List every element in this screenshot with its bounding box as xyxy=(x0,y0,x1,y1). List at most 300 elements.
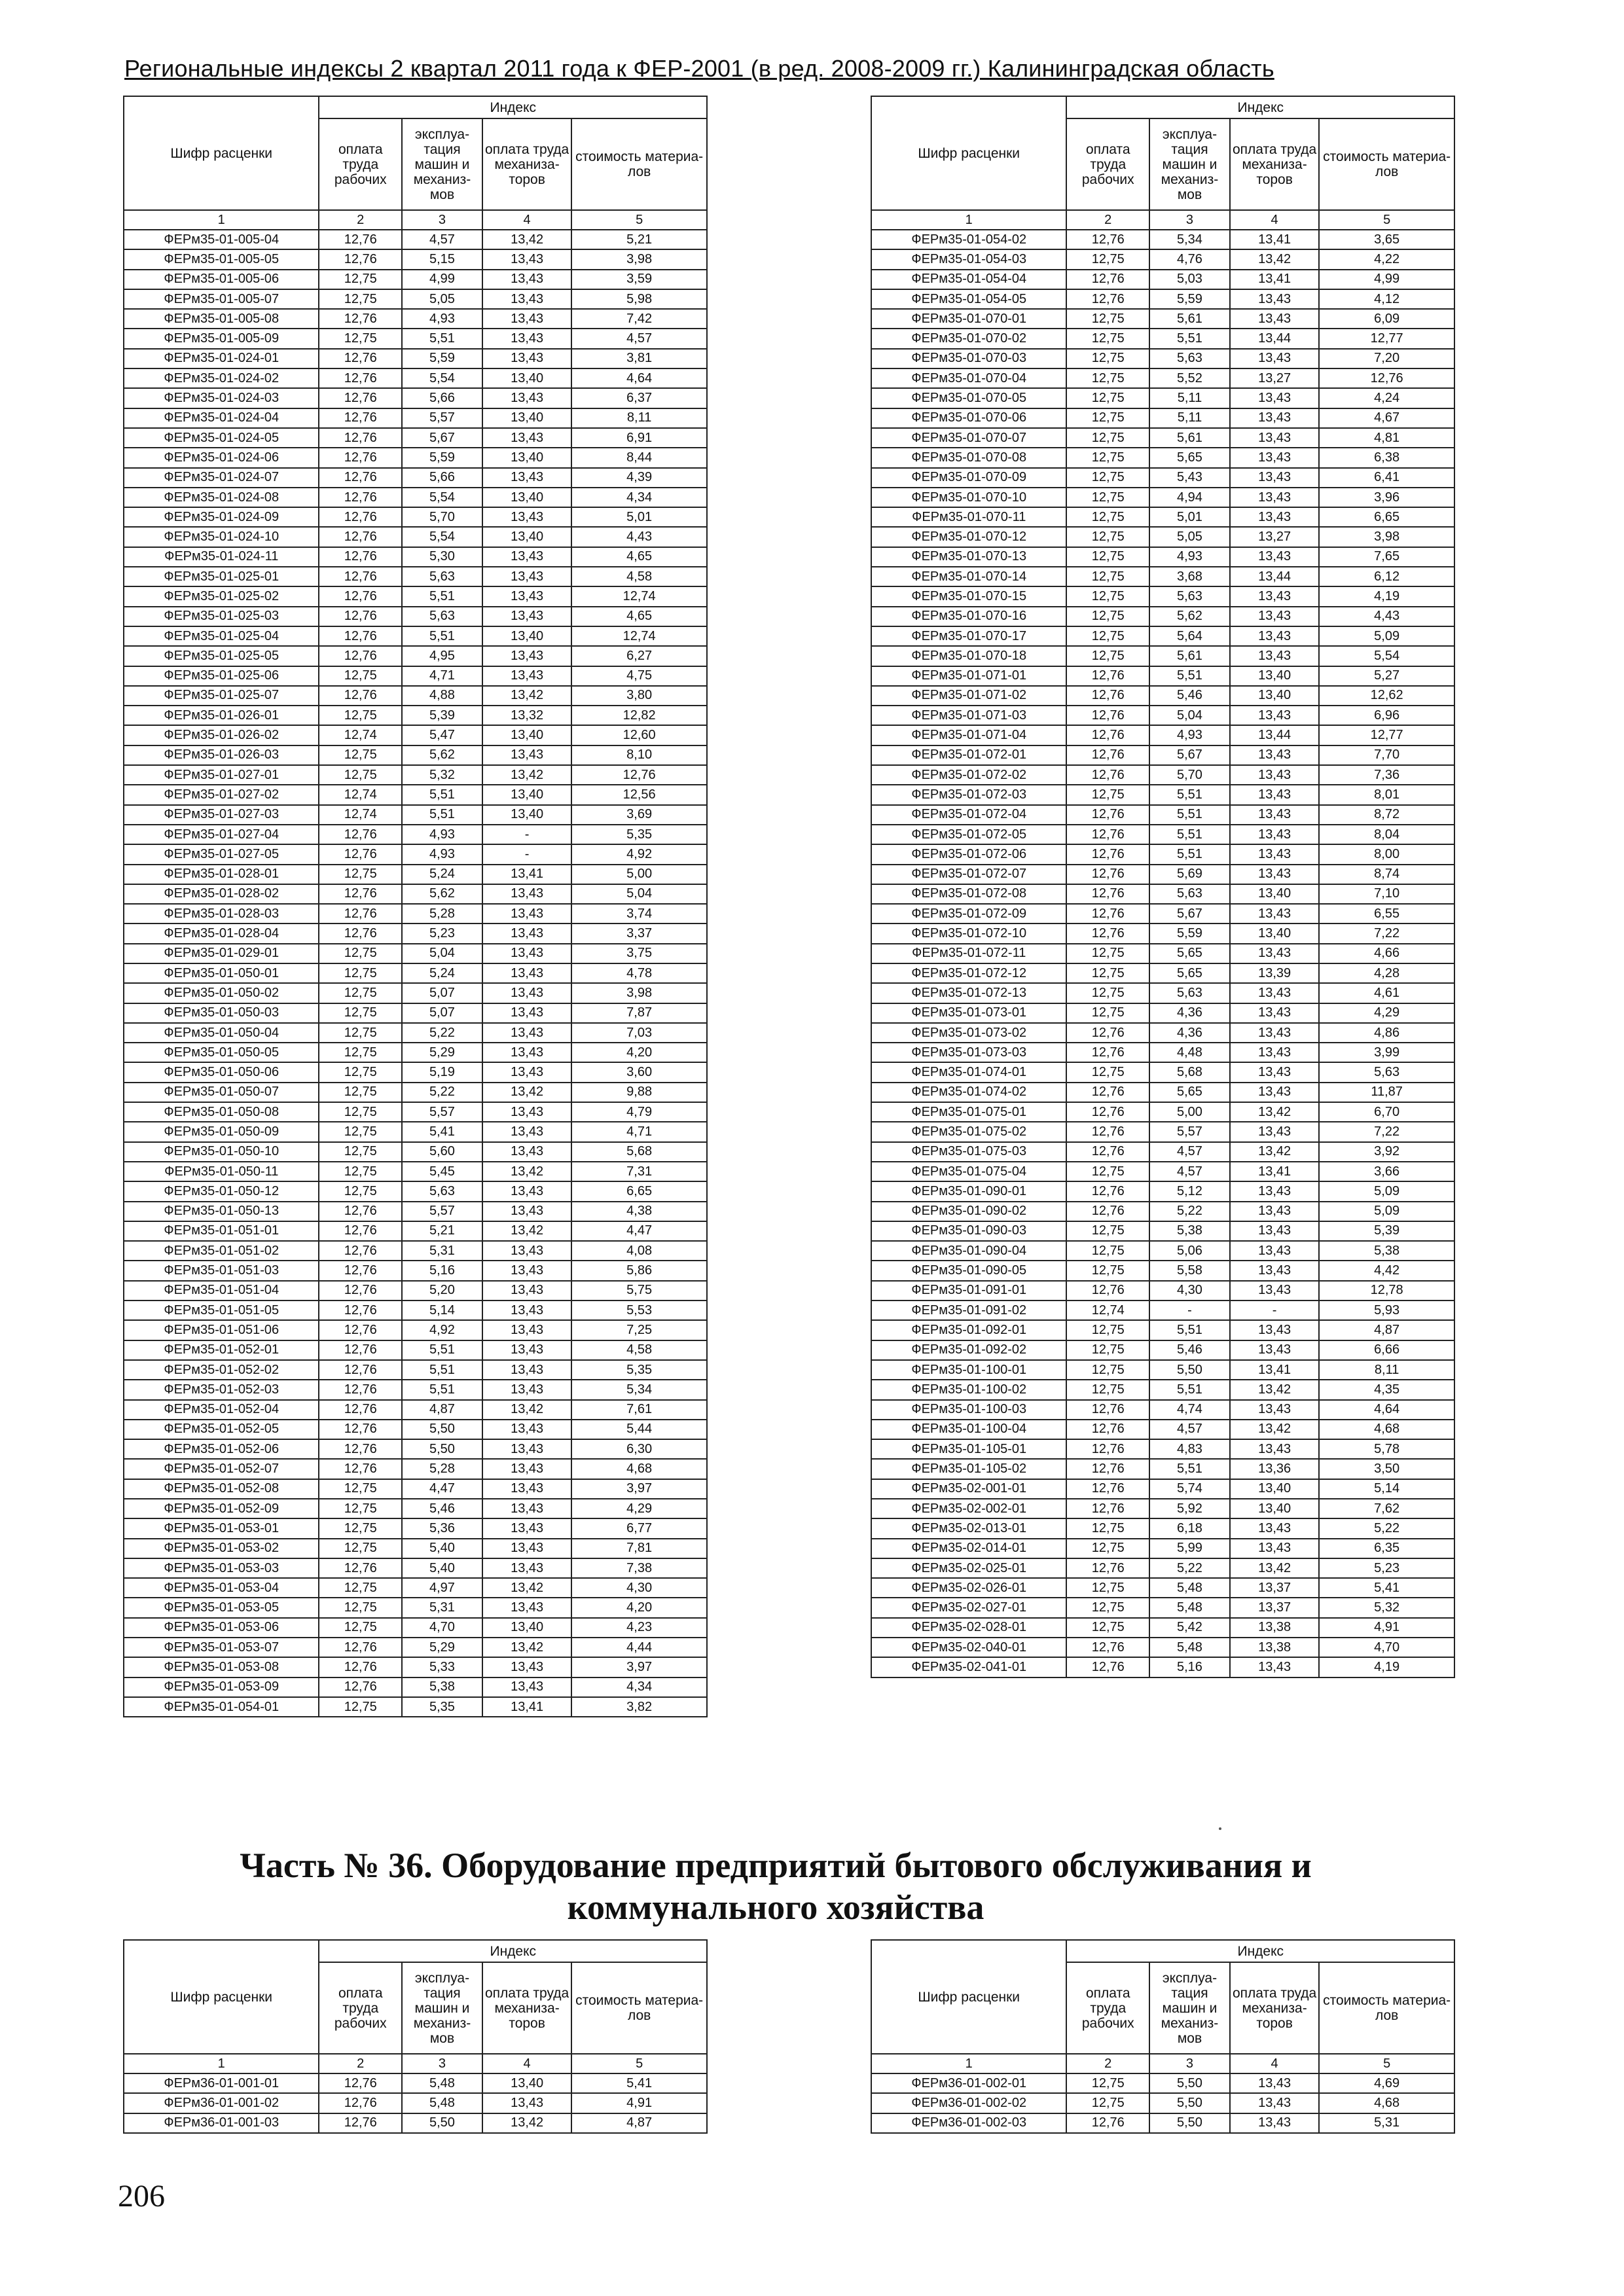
materials-index-cell: 7,36 xyxy=(1319,765,1454,785)
table-row xyxy=(124,666,707,686)
operators-index-cell: 13,43 xyxy=(482,1181,571,1201)
rate-code-cell: ФЕРм35-01-105-02 xyxy=(871,1459,1066,1479)
machines-index-cell: 5,67 xyxy=(1149,904,1230,924)
labor-index-cell: 12,76 xyxy=(319,1400,402,1420)
rate-code-cell: ФЕРм35-01-054-01 xyxy=(124,1697,319,1717)
operators-index-cell: 13,43 xyxy=(482,1023,571,1043)
operators-index-cell: 13,37 xyxy=(1230,1598,1319,1617)
rate-code-cell: ФЕРм35-01-050-06 xyxy=(124,1062,319,1082)
table-row xyxy=(871,805,1454,825)
table-row xyxy=(124,567,707,586)
rate-code-cell: ФЕРм35-02-028-01 xyxy=(871,1618,1066,1638)
labor-index-cell: 12,75 xyxy=(319,1062,402,1082)
table-row xyxy=(871,567,1454,586)
materials-index-cell: 5,09 xyxy=(1319,1181,1454,1201)
materials-index-cell: 4,92 xyxy=(571,844,707,864)
machines-index-cell: 5,22 xyxy=(1149,1558,1230,1578)
operators-index-cell: 13,43 xyxy=(1230,2073,1319,2093)
machines-index-cell: 5,07 xyxy=(402,983,482,1003)
machines-index-cell: 4,87 xyxy=(402,1400,482,1420)
machines-index-cell: 5,04 xyxy=(402,944,482,963)
machines-index-cell: 5,58 xyxy=(1149,1261,1230,1280)
materials-index-cell: 3,97 xyxy=(571,1657,707,1677)
table-row xyxy=(124,944,707,963)
table-row xyxy=(871,1340,1454,1360)
machines-index-cell: 5,63 xyxy=(402,1181,482,1201)
operators-index-cell: 13,43 xyxy=(1230,488,1319,507)
rate-code-cell: ФЕРм35-01-052-08 xyxy=(124,1479,319,1499)
machines-index-cell: 5,28 xyxy=(402,904,482,924)
machines-index-cell: 5,48 xyxy=(402,2093,482,2113)
rate-code-cell: ФЕРм35-01-053-07 xyxy=(124,1638,319,1657)
machines-index-cell: 5,63 xyxy=(402,567,482,586)
rate-code-cell: ФЕРм35-01-070-03 xyxy=(871,349,1066,368)
operators-index-cell: 13,43 xyxy=(1230,388,1319,408)
table-row xyxy=(871,666,1454,686)
materials-index-cell: 5,38 xyxy=(1319,1241,1454,1261)
materials-index-cell: 7,38 xyxy=(571,1558,707,1578)
machines-index-cell: 5,57 xyxy=(402,1202,482,1221)
column-number: 2 xyxy=(319,210,402,230)
rate-code-cell: ФЕРм35-01-052-04 xyxy=(124,1400,319,1420)
column-header-machines: эксплуа-тация машин и механиз-мов xyxy=(402,118,482,210)
materials-index-cell: 12,76 xyxy=(571,765,707,785)
rate-code-cell: ФЕРм35-02-041-01 xyxy=(871,1657,1066,1677)
machines-index-cell: 5,47 xyxy=(402,725,482,745)
materials-index-cell: 3,98 xyxy=(571,249,707,269)
table-row xyxy=(124,1400,707,1420)
operators-index-cell: 13,43 xyxy=(1230,706,1319,725)
labor-index-cell: 12,76 xyxy=(319,1202,402,1221)
machines-index-cell: 5,45 xyxy=(402,1162,482,1181)
materials-index-cell: 3,96 xyxy=(1319,488,1454,507)
operators-index-cell: 13,43 xyxy=(482,904,571,924)
rate-code-cell: ФЕРм35-01-071-04 xyxy=(871,725,1066,745)
labor-index-cell: 12,76 xyxy=(319,1340,402,1360)
labor-index-cell: 12,76 xyxy=(1066,1420,1149,1439)
rate-code-cell: ФЕРм35-01-050-01 xyxy=(124,963,319,983)
operators-index-cell: 13,43 xyxy=(482,944,571,963)
rate-code-cell: ФЕРм35-01-024-05 xyxy=(124,428,319,448)
labor-index-cell: 12,76 xyxy=(319,249,402,269)
rate-code-cell: ФЕРм35-01-070-18 xyxy=(871,646,1066,666)
operators-index-cell: 13,43 xyxy=(1230,805,1319,825)
operators-index-cell: 13,43 xyxy=(482,1142,571,1162)
operators-index-cell: 13,43 xyxy=(482,1479,571,1499)
machines-index-cell: 5,62 xyxy=(402,745,482,765)
rate-code-cell: ФЕРм35-01-053-02 xyxy=(124,1539,319,1558)
table-row xyxy=(124,865,707,884)
materials-index-cell: 4,43 xyxy=(1319,607,1454,626)
materials-index-cell: 4,79 xyxy=(571,1102,707,1122)
materials-index-cell: 3,37 xyxy=(571,924,707,943)
materials-index-cell: 7,22 xyxy=(1319,924,1454,943)
materials-index-cell: 6,27 xyxy=(571,646,707,666)
materials-index-cell: 3,81 xyxy=(571,349,707,368)
machines-index-cell: 4,88 xyxy=(402,686,482,706)
operators-index-cell: 13,43 xyxy=(482,1202,571,1221)
machines-index-cell: 5,65 xyxy=(1149,944,1230,963)
rate-code-cell: ФЕРм35-01-070-08 xyxy=(871,448,1066,467)
materials-index-cell: 8,72 xyxy=(1319,805,1454,825)
operators-index-cell: 13,41 xyxy=(1230,1162,1319,1181)
labor-index-cell: 12,76 xyxy=(319,1300,402,1320)
labor-index-cell: 12,76 xyxy=(319,1281,402,1300)
operators-index-cell: 13,40 xyxy=(482,725,571,745)
operators-index-cell: 13,43 xyxy=(482,884,571,904)
machines-index-cell: 4,97 xyxy=(402,1578,482,1598)
labor-index-cell: 12,75 xyxy=(1066,309,1149,329)
column-header-machines: эксплуа-тация машин и механиз-мов xyxy=(1149,1962,1230,2054)
operators-index-cell: 13,43 xyxy=(482,1281,571,1300)
machines-index-cell: 4,57 xyxy=(1149,1142,1230,1162)
materials-index-cell: 5,31 xyxy=(1319,2113,1454,2133)
materials-index-cell: 4,20 xyxy=(571,1598,707,1617)
rate-code-cell: ФЕРм35-01-090-01 xyxy=(871,1181,1066,1201)
operators-index-cell: 13,43 xyxy=(1230,349,1319,368)
materials-index-cell: 4,34 xyxy=(571,488,707,507)
table-row xyxy=(124,1241,707,1261)
rate-code-cell: ФЕРм35-01-051-02 xyxy=(124,1241,319,1261)
materials-index-cell: 6,91 xyxy=(571,428,707,448)
labor-index-cell: 12,76 xyxy=(1066,844,1149,864)
machines-index-cell: 5,54 xyxy=(402,368,482,388)
header-row xyxy=(124,96,707,118)
machines-index-cell: 5,60 xyxy=(402,1142,482,1162)
rate-code-cell: ФЕРм35-01-027-04 xyxy=(124,825,319,844)
machines-index-cell: 5,70 xyxy=(1149,765,1230,785)
column-header-materials: стоимость материа-лов xyxy=(1319,118,1454,210)
rate-code-cell: ФЕРм35-01-005-05 xyxy=(124,249,319,269)
machines-index-cell: 4,47 xyxy=(402,1479,482,1499)
rate-code-cell: ФЕРм35-01-090-04 xyxy=(871,1241,1066,1261)
rate-code-cell: ФЕРм35-01-025-01 xyxy=(124,567,319,586)
machines-index-cell: 5,19 xyxy=(402,1062,482,1082)
operators-index-cell: 13,43 xyxy=(482,1539,571,1558)
labor-index-cell: 12,75 xyxy=(319,745,402,765)
column-header-code: Шифр расценки xyxy=(871,96,1066,210)
machines-index-cell: 4,93 xyxy=(1149,725,1230,745)
column-header-code: Шифр расценки xyxy=(124,1940,319,2054)
header-row xyxy=(871,96,1454,118)
machines-index-cell: 5,99 xyxy=(1149,1539,1230,1558)
machines-index-cell: 5,05 xyxy=(1149,527,1230,547)
machines-index-cell: 5,42 xyxy=(1149,1618,1230,1638)
labor-index-cell: 12,76 xyxy=(1066,1499,1149,1518)
operators-index-cell: 13,43 xyxy=(482,547,571,567)
machines-index-cell: 5,65 xyxy=(1149,1083,1230,1102)
index-table-bottom-left xyxy=(123,1939,708,2134)
table-row xyxy=(871,527,1454,547)
rate-code-cell: ФЕРм35-01-054-05 xyxy=(871,289,1066,309)
machines-index-cell: 5,12 xyxy=(1149,1181,1230,1201)
operators-index-cell: 13,43 xyxy=(482,1380,571,1399)
machines-index-cell: 5,65 xyxy=(1149,963,1230,983)
operators-index-cell: 13,36 xyxy=(1230,1459,1319,1479)
rate-code-cell: ФЕРм35-01-024-01 xyxy=(124,349,319,368)
column-number: 1 xyxy=(871,210,1066,230)
table-row xyxy=(124,468,707,488)
materials-index-cell: 4,12 xyxy=(1319,289,1454,309)
table-row xyxy=(124,1083,707,1102)
materials-index-cell: 7,61 xyxy=(571,1400,707,1420)
table-row xyxy=(871,607,1454,626)
materials-index-cell: 6,96 xyxy=(1319,706,1454,725)
operators-index-cell: 13,43 xyxy=(482,666,571,686)
operators-index-cell: 13,43 xyxy=(1230,428,1319,448)
materials-index-cell: 8,10 xyxy=(571,745,707,765)
materials-index-cell: 5,41 xyxy=(571,2073,707,2093)
operators-index-cell: 13,43 xyxy=(1230,1202,1319,1221)
table-row xyxy=(124,924,707,943)
table-row xyxy=(124,1181,707,1201)
rate-code-cell: ФЕРм35-01-029-01 xyxy=(124,944,319,963)
operators-index-cell: 13,43 xyxy=(482,1657,571,1677)
table-row xyxy=(124,230,707,249)
table-row xyxy=(124,349,707,368)
table-row xyxy=(871,686,1454,706)
labor-index-cell: 12,76 xyxy=(319,388,402,408)
labor-index-cell: 12,75 xyxy=(319,1181,402,1201)
table-row xyxy=(871,1400,1454,1420)
rate-code-cell: ФЕРм35-01-075-04 xyxy=(871,1162,1066,1181)
rate-code-cell: ФЕРм35-01-052-03 xyxy=(124,1380,319,1399)
table-row xyxy=(871,1102,1454,1122)
machines-index-cell: 5,46 xyxy=(1149,686,1230,706)
rate-code-cell: ФЕРм35-01-091-02 xyxy=(871,1300,1066,1320)
labor-index-cell: 12,76 xyxy=(319,884,402,904)
materials-index-cell: 4,64 xyxy=(571,368,707,388)
materials-index-cell: 4,28 xyxy=(1319,963,1454,983)
labor-index-cell: 12,76 xyxy=(1066,1122,1149,1141)
materials-index-cell: 4,35 xyxy=(1319,1380,1454,1399)
machines-index-cell: 5,64 xyxy=(1149,626,1230,646)
table-row xyxy=(124,1598,707,1617)
rate-code-cell: ФЕРм35-01-024-10 xyxy=(124,527,319,547)
labor-index-cell: 12,75 xyxy=(1066,468,1149,488)
materials-index-cell: 6,30 xyxy=(571,1439,707,1459)
rate-code-cell: ФЕРм35-01-074-01 xyxy=(871,1062,1066,1082)
labor-index-cell: 12,76 xyxy=(1066,1181,1149,1201)
operators-index-cell: 13,40 xyxy=(482,785,571,804)
labor-index-cell: 12,75 xyxy=(1066,448,1149,467)
column-header-labor: оплата труда рабочих xyxy=(1066,1962,1149,2054)
labor-index-cell: 12,76 xyxy=(319,2093,402,2113)
column-header-operators: оплата труда механиза-торов xyxy=(1230,1962,1319,2054)
labor-index-cell: 12,76 xyxy=(319,1657,402,1677)
machines-index-cell: 5,52 xyxy=(1149,368,1230,388)
operators-index-cell: 13,38 xyxy=(1230,1638,1319,1657)
table-row xyxy=(871,1202,1454,1221)
column-number: 3 xyxy=(1149,2054,1230,2073)
machines-index-cell: 4,30 xyxy=(1149,1281,1230,1300)
operators-index-cell: 13,40 xyxy=(482,448,571,467)
labor-index-cell: 12,76 xyxy=(319,646,402,666)
rate-code-cell: ФЕРм35-01-024-08 xyxy=(124,488,319,507)
machines-index-cell: 5,39 xyxy=(402,706,482,725)
rate-code-cell: ФЕРм36-01-001-02 xyxy=(124,2093,319,2113)
labor-index-cell: 12,76 xyxy=(1066,805,1149,825)
machines-index-cell: 5,50 xyxy=(402,1439,482,1459)
rate-code-cell: ФЕРм35-01-091-01 xyxy=(871,1281,1066,1300)
rate-code-cell: ФЕРм35-01-105-01 xyxy=(871,1439,1066,1459)
table-row xyxy=(124,2073,707,2093)
materials-index-cell: 3,66 xyxy=(1319,1162,1454,1181)
labor-index-cell: 12,75 xyxy=(1066,1598,1149,1617)
materials-index-cell: 6,38 xyxy=(1319,448,1454,467)
machines-index-cell: 5,63 xyxy=(1149,983,1230,1003)
operators-index-cell: 13,43 xyxy=(482,1558,571,1578)
operators-index-cell: 13,43 xyxy=(1230,1043,1319,1062)
labor-index-cell: 12,75 xyxy=(319,1578,402,1598)
operators-index-cell: 13,40 xyxy=(482,408,571,428)
table-row xyxy=(124,1162,707,1181)
materials-index-cell: 4,44 xyxy=(571,1638,707,1657)
machines-index-cell: 4,74 xyxy=(1149,1400,1230,1420)
machines-index-cell: 5,50 xyxy=(1149,1360,1230,1380)
machines-index-cell: 5,62 xyxy=(402,884,482,904)
operators-index-cell: 13,43 xyxy=(482,1241,571,1261)
rate-code-cell: ФЕРм35-01-070-01 xyxy=(871,309,1066,329)
materials-index-cell: 4,22 xyxy=(1319,249,1454,269)
table-row xyxy=(124,368,707,388)
machines-index-cell: 5,51 xyxy=(402,785,482,804)
rate-code-cell: ФЕРм35-01-072-12 xyxy=(871,963,1066,983)
labor-index-cell: 12,76 xyxy=(319,1380,402,1399)
materials-index-cell: 5,04 xyxy=(571,884,707,904)
rate-code-cell: ФЕРм35-01-070-17 xyxy=(871,626,1066,646)
labor-index-cell: 12,75 xyxy=(319,1102,402,1122)
operators-index-cell: 13,43 xyxy=(1230,1320,1319,1340)
machines-index-cell: 5,33 xyxy=(402,1657,482,1677)
operators-index-cell: 13,42 xyxy=(1230,1380,1319,1399)
page-number: 206 xyxy=(118,2179,165,2214)
materials-index-cell: 4,87 xyxy=(571,2113,707,2133)
materials-index-cell: 5,22 xyxy=(1319,1518,1454,1538)
table-row xyxy=(124,428,707,448)
materials-index-cell: 5,53 xyxy=(571,1300,707,1320)
materials-index-cell: 3,60 xyxy=(571,1062,707,1082)
operators-index-cell: 13,43 xyxy=(482,428,571,448)
table-row xyxy=(124,270,707,289)
rate-code-cell: ФЕРм35-01-024-11 xyxy=(124,547,319,567)
machines-index-cell: 5,50 xyxy=(1149,2093,1230,2113)
table-row xyxy=(871,249,1454,269)
machines-index-cell: 5,20 xyxy=(402,1281,482,1300)
rate-code-cell: ФЕРм35-01-072-09 xyxy=(871,904,1066,924)
column-number: 2 xyxy=(1066,210,1149,230)
operators-index-cell: 13,42 xyxy=(482,1083,571,1102)
rate-code-cell: ФЕРм35-01-005-09 xyxy=(124,329,319,348)
rate-code-cell: ФЕРм35-02-025-01 xyxy=(871,1558,1066,1578)
machines-index-cell: 4,99 xyxy=(402,270,482,289)
table-row xyxy=(124,1122,707,1141)
rate-code-cell: ФЕРм35-01-053-08 xyxy=(124,1657,319,1677)
operators-index-cell: 13,43 xyxy=(482,1003,571,1023)
machines-index-cell: 5,62 xyxy=(1149,607,1230,626)
operators-index-cell: 13,43 xyxy=(1230,626,1319,646)
operators-index-cell: 13,43 xyxy=(482,745,571,765)
rate-code-cell: ФЕРм35-01-027-03 xyxy=(124,805,319,825)
rate-code-cell: ФЕРм35-01-073-02 xyxy=(871,1023,1066,1043)
rate-code-cell: ФЕРм35-01-070-06 xyxy=(871,408,1066,428)
materials-index-cell: 6,65 xyxy=(571,1181,707,1201)
column-header-index: Индекс xyxy=(319,1940,707,1962)
rate-code-cell: ФЕРм35-01-092-01 xyxy=(871,1320,1066,1340)
operators-index-cell: 13,43 xyxy=(1230,2113,1319,2133)
machines-index-cell: 5,51 xyxy=(1149,844,1230,864)
rate-code-cell: ФЕРм35-01-027-01 xyxy=(124,765,319,785)
labor-index-cell: 12,75 xyxy=(319,944,402,963)
materials-index-cell: 4,68 xyxy=(1319,2093,1454,2113)
labor-index-cell: 12,75 xyxy=(319,1479,402,1499)
materials-index-cell: 4,87 xyxy=(1319,1320,1454,1340)
table-row xyxy=(124,1043,707,1062)
materials-index-cell: 5,23 xyxy=(1319,1558,1454,1578)
labor-index-cell: 12,76 xyxy=(319,368,402,388)
operators-index-cell: 13,43 xyxy=(482,270,571,289)
operators-index-cell: 13,38 xyxy=(1230,1618,1319,1638)
labor-index-cell: 12,75 xyxy=(1066,1518,1149,1538)
operators-index-cell: 13,43 xyxy=(482,349,571,368)
rate-code-cell: ФЕРм35-01-072-04 xyxy=(871,805,1066,825)
table-row xyxy=(124,1618,707,1638)
table-row xyxy=(124,2093,707,2113)
materials-index-cell: 5,39 xyxy=(1319,1221,1454,1241)
materials-index-cell: 3,69 xyxy=(571,805,707,825)
rate-code-cell: ФЕРм35-01-051-05 xyxy=(124,1300,319,1320)
operators-index-cell: 13,42 xyxy=(482,2113,571,2133)
table-row xyxy=(124,1518,707,1538)
labor-index-cell: 12,76 xyxy=(1066,1459,1149,1479)
rate-code-cell: ФЕРм35-01-050-02 xyxy=(124,983,319,1003)
table-row xyxy=(124,805,707,825)
table-row xyxy=(124,1578,707,1598)
labor-index-cell: 12,76 xyxy=(1066,1400,1149,1420)
rate-code-cell: ФЕРм35-01-100-01 xyxy=(871,1360,1066,1380)
rate-code-cell: ФЕРм35-01-052-01 xyxy=(124,1340,319,1360)
table-row xyxy=(871,388,1454,408)
table-row xyxy=(871,1618,1454,1638)
table-row xyxy=(124,1420,707,1439)
materials-index-cell: 12,74 xyxy=(571,626,707,646)
materials-index-cell: 5,32 xyxy=(1319,1598,1454,1617)
table-row xyxy=(871,1181,1454,1201)
machines-index-cell: 5,48 xyxy=(1149,1638,1230,1657)
operators-index-cell: 13,43 xyxy=(482,567,571,586)
rate-code-cell: ФЕРм35-01-025-05 xyxy=(124,646,319,666)
rate-code-cell: ФЕРм35-01-072-08 xyxy=(871,884,1066,904)
operators-index-cell: 13,43 xyxy=(482,1300,571,1320)
materials-index-cell: 7,25 xyxy=(571,1320,707,1340)
labor-index-cell: 12,76 xyxy=(1066,745,1149,765)
column-number-row xyxy=(124,210,707,230)
materials-index-cell: 12,62 xyxy=(1319,686,1454,706)
table-row xyxy=(124,309,707,329)
operators-index-cell: 13,42 xyxy=(1230,1558,1319,1578)
column-header-materials: стоимость материа-лов xyxy=(571,118,707,210)
index-table-top-left xyxy=(123,96,708,1717)
materials-index-cell: 12,82 xyxy=(571,706,707,725)
materials-index-cell: 4,69 xyxy=(1319,2073,1454,2093)
rate-code-cell: ФЕРм35-01-073-01 xyxy=(871,1003,1066,1023)
rate-code-cell: ФЕРм35-01-050-11 xyxy=(124,1162,319,1181)
materials-index-cell: 7,81 xyxy=(571,1539,707,1558)
rate-code-cell: ФЕРм35-01-100-04 xyxy=(871,1420,1066,1439)
table-row xyxy=(871,1558,1454,1578)
labor-index-cell: 12,75 xyxy=(319,1518,402,1538)
rate-code-cell: ФЕРм35-01-025-06 xyxy=(124,666,319,686)
